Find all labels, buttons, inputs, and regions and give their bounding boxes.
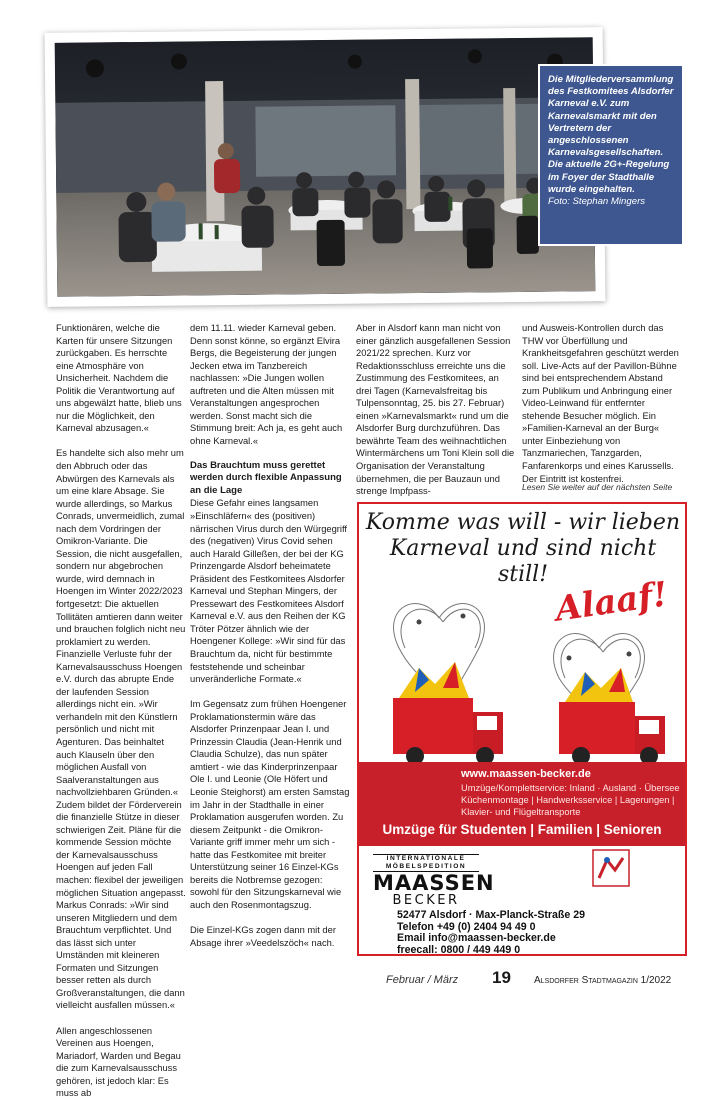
photo-caption: [540, 66, 682, 244]
paragraph: Diese Gefahr eines langsamen »Einschläfern« des (positiven) närrischen Virus durch den Würgegriff des (negativen) Virus Covid sehen auch Harald Gilleßen, der bei der KG Prinzengarde Alsdorf beheimatete Präsident des Festkomitees Alsdorfer Karneval und Stephan Mingers, der Pressewart des Festkomitees Alsdorf Karneval e.V. aus den Reihen der KG Tröter Pötzer ähnlich wie der Hoengener Kollege: »Wir sind für das Brauchtum da, nicht für bestimmte feststehende und scheinbar unveränderliche Formate.«: [190, 498, 348, 685]
text-column-4: [522, 322, 682, 498]
text-column-3: [356, 322, 516, 510]
truck-right-icon: [559, 668, 665, 765]
ad-headline-line-1: Komme was will - wir lieben: [365, 510, 681, 535]
logo-name-secondary: BECKER: [392, 893, 460, 908]
text-column-2: [190, 322, 350, 962]
footer-month: Februar / März: [386, 974, 459, 986]
ad-headline: [365, 510, 681, 588]
logo-tagline: INTERNATIONALE MÖBELSPEDITION: [373, 854, 479, 872]
ad-headline-line-2: Karneval und sind nicht still!: [389, 536, 657, 587]
truck-left-icon: [393, 662, 503, 765]
text-column-1: [56, 322, 186, 1112]
caption-credit: Foto: Stephan Mingers: [548, 196, 646, 208]
paragraph: Funktionären, welche die Karten für unsere Sitzungen zurückgaben. Es herrschte eine Atmosphäre von Unsicherheit. Nachdem die Politik die Verantwortung auf uns abgewälzt hatte, blieb uns nur die Möglichkeit, den Karneval abzusagen.«: [56, 323, 182, 434]
photo-frame: [45, 27, 606, 307]
magazine-title: Alsdorfer Stadtmagazin 1/2022: [534, 975, 672, 986]
ad-alaaf: Alaaf!: [552, 574, 671, 630]
certification-badge-icon: [591, 848, 631, 888]
page-number: 19: [492, 968, 511, 987]
logo-name: MAASSEN: [373, 871, 495, 895]
ad-slogan: Umzüge für Studenten | Familien | Senioren: [382, 822, 662, 837]
paragraph: Im Gegensatz zum frühen Hoengener Proklamationstermin wäre das Alsdorfer Prinzenpaar Jean I. und Prinzessin Claudia (Jean-Henrik und Claudia Schulze), das nun später amtiert - wie das Kinderprinzenpaar Ole I. und Leonie (Ole Höfert und Leonie Steighorst) am ersten Samstag im Jahr in der Stadthalle in einer Proklamation ausgerufen worden. Zu diesem Zeitpunkt - die Omikron-Variante griff immer mehr um sich - hatte das Festkomitee mit breiter Unterstützung seiner 16 Einzel-KGs bereits die Notbremse gezogen: sowohl für den Sitzungskarneval wie auch den Rosenmontagszug.: [190, 699, 350, 910]
section-heading: Das Brauchtum muss gerettet werden durch flexible Anpassung an die Lage: [190, 459, 342, 496]
paragraph: Es handelte sich also mehr um den Abbruch oder das Abwürgen des Karnevals als um eine klare Absage. Sie wurde allerdings, so Markus Conrads, unvermeidlich, zumal nach dem Vordringen der Omikron-Variante. Die Session, die nicht ausgefallen, sondern nur abgebrochen wurde, wird demnach in Hoengen im Winter 2022/2023 fortgesetzt: Die aktuellen Tollitäten amtieren dann weiter und brauchen folglich nicht neu proklamiert zu werden. Finanzielle Verluste fuhr der Karnevalsausschuss Hoengen e.V. durch das abrupte Ende der laufenden Session allerdings nicht ein. »Wir verhandeln mit den Künstlern persönlich und nicht mit Agenturen. Das beinhaltet auch Klauseln über den möglichen Ausfall von Saalveranstaltungen aus nachvollziehbaren Gründen.« Zudem bildet der Förderverein die finanzielle Stütze in dieser schwierigen Zeit. Pläne für die kommende Session möchte der Karnevalsausschuss Hoengen auf jeden Fall machen: flexibel der jeweiligen möglichen Situation angepasst. Markus Conrads: »Wir sind unseren Mitgliedern und dem Brauchtum verpflichtet. Und das lässt sich unter Umständen mit kleineren Formaten und Sitzungen besser retten als durch Großveranstaltungen, die dann vielleicht ausfallen müssen.«: [56, 448, 186, 1011]
advertisement: [357, 502, 687, 956]
paragraph: Aber in Alsdorf kann man nicht von einer gänzlich ausgefallenen Session 2021/22 sprechen. Kurz vor Redaktionsschluss erreichte uns die Zustimmung des Festkomitees, an drei Tagen (Karnevalsfreitag bis Tulpensonntag, 25. bis 27. Februar) einen »Karnevalsmarkt« rund um die Alsdorfer Burg durchzuführen. Das bewährte Team des weihnachtlichen Wintermärchens um Toni Klein soll die Organisation der Veranstaltung übernehmen, die per Bauzaun und strenge Impfpass-: [356, 323, 515, 497]
ad-services: Umzüge/Komplettservice: Inland · Ausland · Übersee Küchenmontage | Handwerksservice | Lagerungen | Klavier- und Flügeltransporte: [461, 783, 680, 817]
event-photo-illustration: [55, 37, 596, 297]
paragraph: Die Einzel-KGs zogen dann mit der Absage ihrer »Veedelszöch« nach.: [190, 924, 336, 948]
paragraph: dem 11.11. wieder Karneval geben. Denn sonst könne, so ergänzt Elvira Bergs, die Begeisterung der jungen Jecken etwa im Tanzbereich nachlassen: »Die Jungen wollen auftreten und die Alten müssen mit Veranstaltungen angesprochen werden. Sonst macht sich die Stimmung breit: Ach ja, es geht auch ohne Karneval.«: [190, 323, 343, 446]
caption-text: Die Mitgliederversammlung des Festkomitees Alsdorfer Karneval e.V. zum Karnevalsmarkt mit den Vertretern der angeschlossenen Karnevalsgesellschaften. Die aktuelle 2G+-Regelung im Foyer der Stadthalle wurde eingehalten.: [548, 74, 674, 195]
continue-note: Lesen Sie weiter auf der nächsten Seite: [522, 482, 673, 492]
ad-illustration: [359, 588, 685, 768]
paragraph: Allen angeschlossenen Vereinen aus Hoengen, Mariadorf, Warden und Begau die zum Karnevalsausschuss gehören, ist jedoch klar: Es muss ab: [56, 1025, 181, 1099]
company-logo: [373, 854, 495, 908]
ad-red-band: [359, 762, 685, 846]
ad-url[interactable]: www.maassen-becker.de: [461, 768, 591, 780]
ad-address: 52477 Alsdorf · Max-Planck-Straße 29 Telefon +49 (0) 2404 94 49 0 Email info@maassen-becker.de freecall: 0800 / 449 449 0: [397, 909, 586, 956]
event-photo: [55, 37, 596, 297]
paragraph: und Ausweis-Kontrollen durch das THW vor Überfüllung und Krankheitsgefahren geschützt werden soll. Live-Acts auf der Pavillon-Bühne sind bei entsprechendem Abstand zum Publikum und Anbringung einer Video-Leinwand für entfernter stehende Besucher möglich. Ein »Familien-Karneval an der Burg« unter Einbeziehung von Tanzmariechen, Tanzgarden, Fanfarenkorps und eines Karussells. Der Eintritt ist kostenfrei.: [522, 323, 679, 484]
